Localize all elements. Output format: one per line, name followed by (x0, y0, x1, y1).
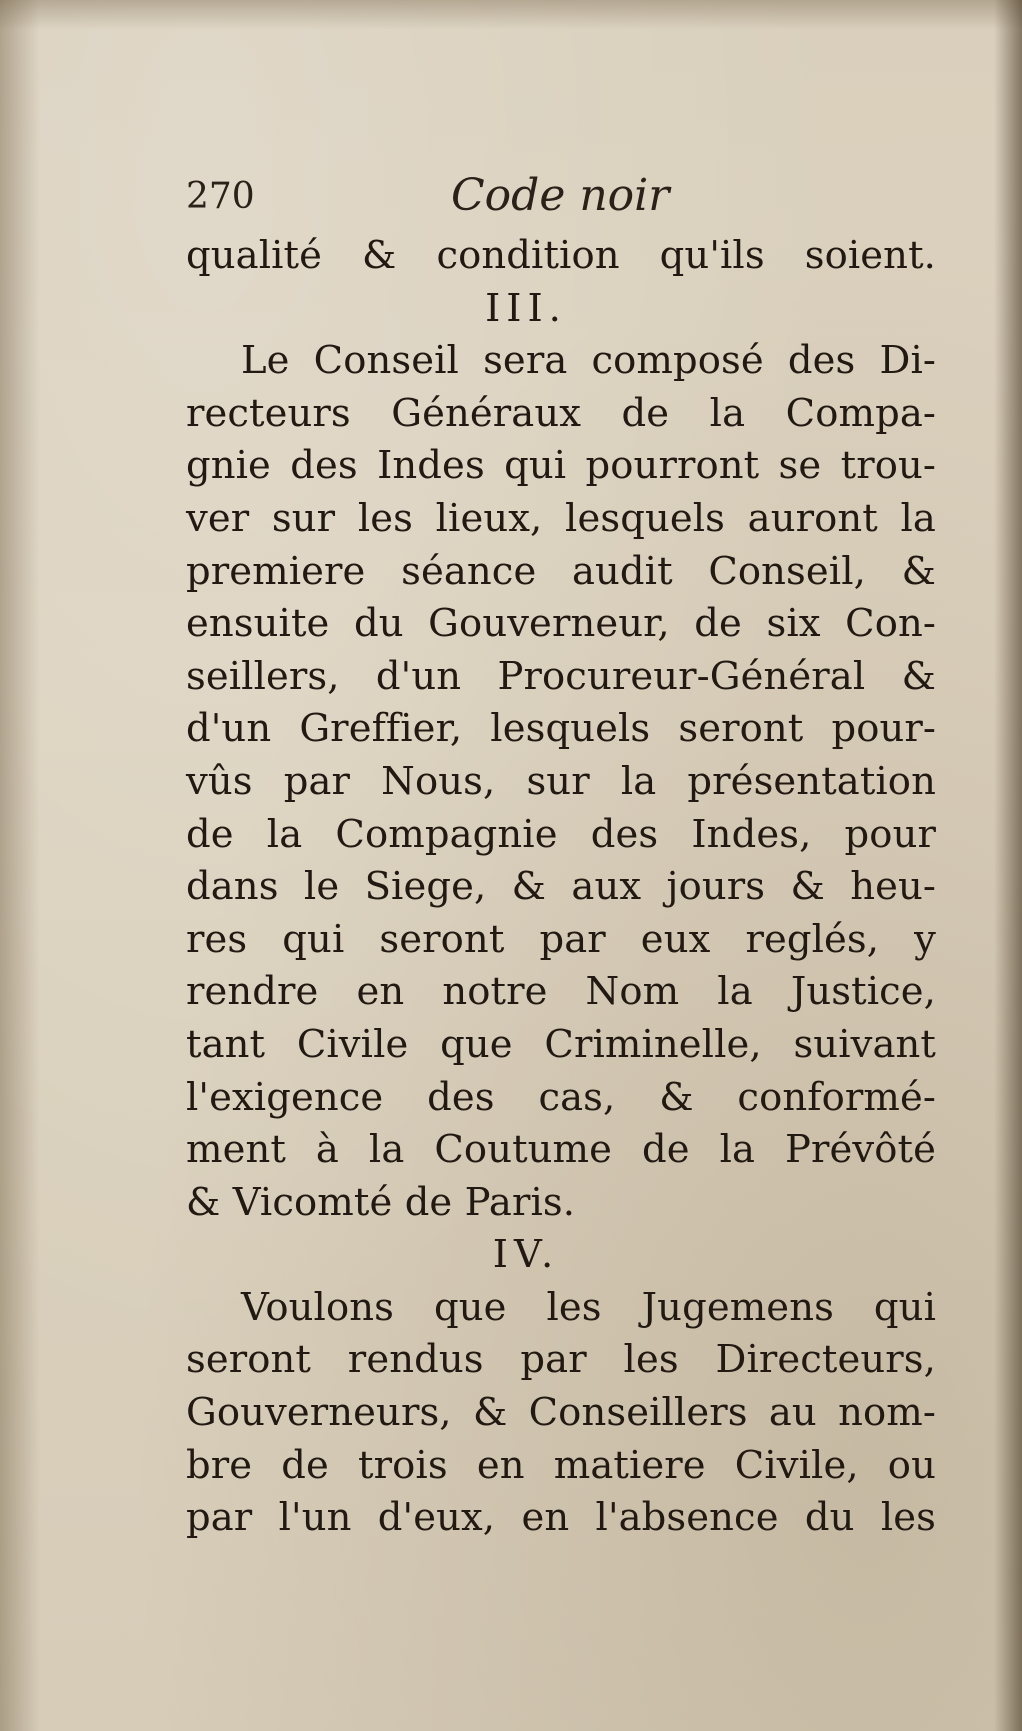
text-line: de la Compagnie des Indes, pour (186, 811, 936, 857)
text-line: recteurs Généraux de la Compa- (186, 390, 936, 436)
text-line: Gouverneurs, & Conseillers au nom- (186, 1390, 936, 1436)
page-edge-shadow (0, 0, 1022, 30)
text-line: Voulons que les Jugemens qui (241, 1284, 936, 1330)
text-line: gnie des Indes qui pourront se trou- (186, 443, 936, 489)
text-line: & Vicomté de Paris. (186, 1179, 576, 1225)
text-line: ment à la Coutume de la Prévôté (186, 1127, 936, 1173)
text-line: vûs par Nous, sur la présentation (186, 758, 936, 804)
text-line: par l'un d'eux, en l'absence du les (186, 1495, 936, 1541)
text-line: seillers, d'un Procureur-Général & (186, 653, 936, 699)
section-heading-iii: III. (485, 285, 567, 331)
text-line: l'exigence des cas, & conformé- (186, 1074, 936, 1120)
text-line: dans le Siege, & aux jours & heu- (186, 864, 936, 910)
page-header (186, 170, 886, 230)
text-line: seront rendus par les Directeurs, (186, 1337, 936, 1383)
page-edge-shadow (0, 0, 40, 1731)
text-line: premiere séance audit Conseil, & (186, 548, 936, 594)
running-title: Code noir (451, 170, 670, 221)
text-line: ver sur les lieux, lesquels auront la (186, 495, 936, 541)
text-line: ensuite du Gouverneur, de six Con- (186, 601, 936, 647)
section-heading-iv: IV. (492, 1232, 560, 1278)
text-line: res qui seront par eux reglés, y (186, 916, 936, 962)
text-line: tant Civile que Criminelle, suivant (186, 1021, 936, 1067)
text-line: Le Conseil sera composé des Di- (241, 338, 936, 384)
text-line: d'un Greffier, lesquels seront pour- (186, 706, 936, 752)
text-line: bre de trois en matiere Civile, ou (186, 1442, 936, 1488)
page-number: 270 (186, 176, 255, 217)
text-line: qualité & condition qu'ils soient. (186, 233, 936, 278)
text-line: rendre en notre Nom la Justice, (186, 969, 936, 1015)
body-text (186, 230, 936, 1545)
page-edge-shadow (994, 0, 1022, 1731)
